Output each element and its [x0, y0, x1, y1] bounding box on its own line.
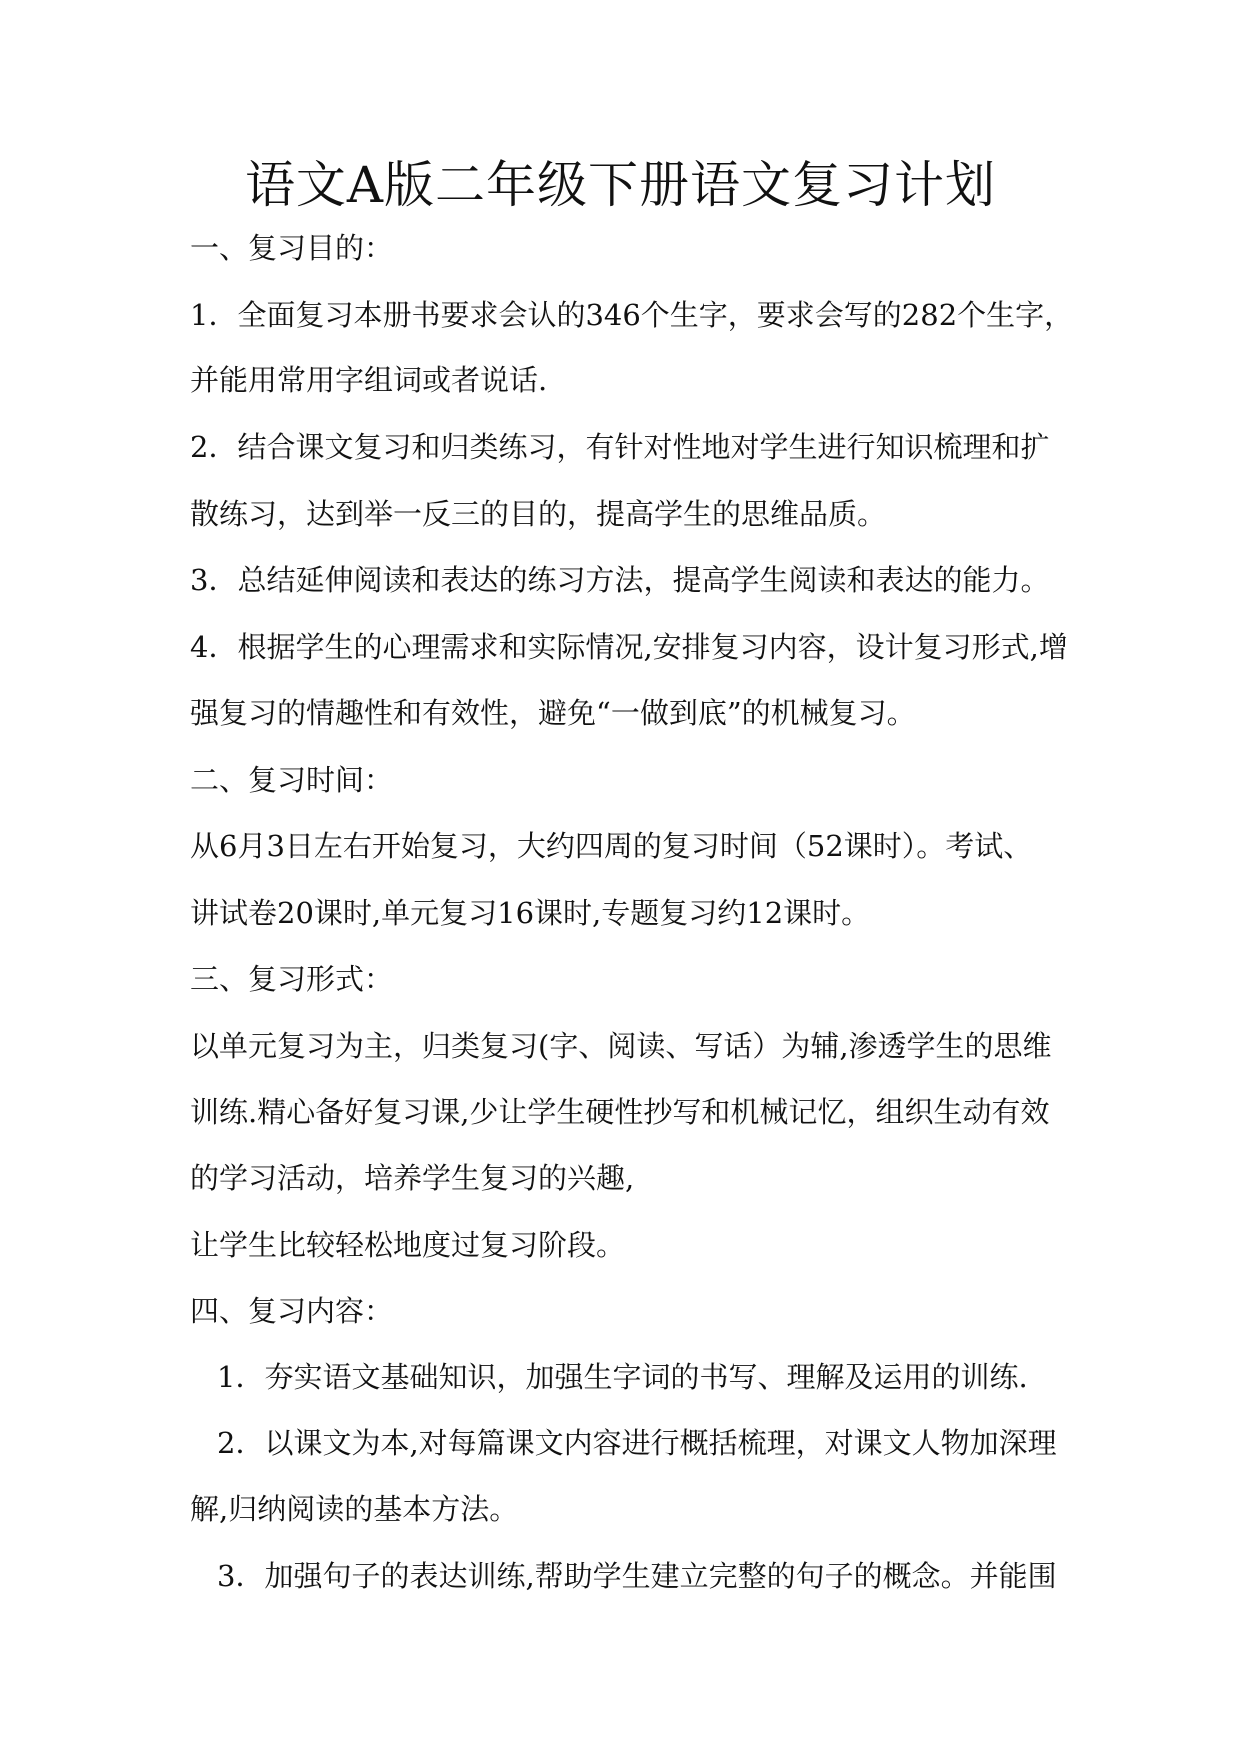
list-item: 1．夯实语文基础知识，加强生字词的书写、理解及运用的训练.: [217, 1360, 1028, 1394]
paragraph-line: 1．全面复习本册书要求会认的346个生字，要求会写的282个生字，: [190, 298, 1074, 332]
list-item: 3．加强句子的表达训练,帮助学生建立完整的句子的概念。并能围: [217, 1559, 1057, 1593]
document-title: 语文A版二年级下册语文复习计划: [244, 156, 997, 214]
section-heading-purpose: 一、复习目的：: [190, 231, 394, 265]
paragraph-line: 的学习活动，培养学生复习的兴趣,: [190, 1161, 635, 1195]
paragraph-line: 讲试卷20课时,单元复习16课时,专题复习约12课时。: [190, 896, 871, 930]
paragraph-line: 3．总结延伸阅读和表达的练习方法，提高学生阅读和表达的能力。: [190, 563, 1050, 597]
paragraph-line: 解,归纳阅读的基本方法。: [190, 1492, 519, 1526]
list-item: 2．以课文为本,对每篇课文内容进行概括梳理，对课文人物加深理: [217, 1426, 1057, 1460]
paragraph-line: 让学生比较轻松地度过复习阶段。: [190, 1228, 626, 1262]
paragraph-line: 训练.精心备好复习课,少让学生硬性抄写和机械记忆，组织生动有效: [190, 1095, 1050, 1129]
section-heading-content: 四、复习内容：: [190, 1294, 394, 1328]
paragraph-line: 4．根据学生的心理需求和实际情况,安排复习内容，设计复习形式,增: [190, 630, 1068, 664]
paragraph-line: 2．结合课文复习和归类练习，有针对性地对学生进行知识梳理和扩: [190, 430, 1050, 464]
section-heading-time: 二、复习时间：: [190, 763, 394, 797]
section-heading-format: 三、复习形式：: [190, 962, 394, 996]
paragraph-line: 并能用常用字组词或者说话.: [190, 363, 548, 397]
paragraph-line: 强复习的情趣性和有效性，避免“一做到底”的机械复习。: [190, 696, 916, 730]
paragraph-line: 散练习，达到举一反三的目的，提高学生的思维品质。: [190, 497, 887, 531]
paragraph-line: 从6月3日左右开始复习，大约四周的复习时间（52课时）。考试、: [190, 829, 1033, 863]
paragraph-line: 以单元复习为主，归类复习(字、阅读、写话）为辅,渗透学生的思维: [190, 1029, 1052, 1063]
